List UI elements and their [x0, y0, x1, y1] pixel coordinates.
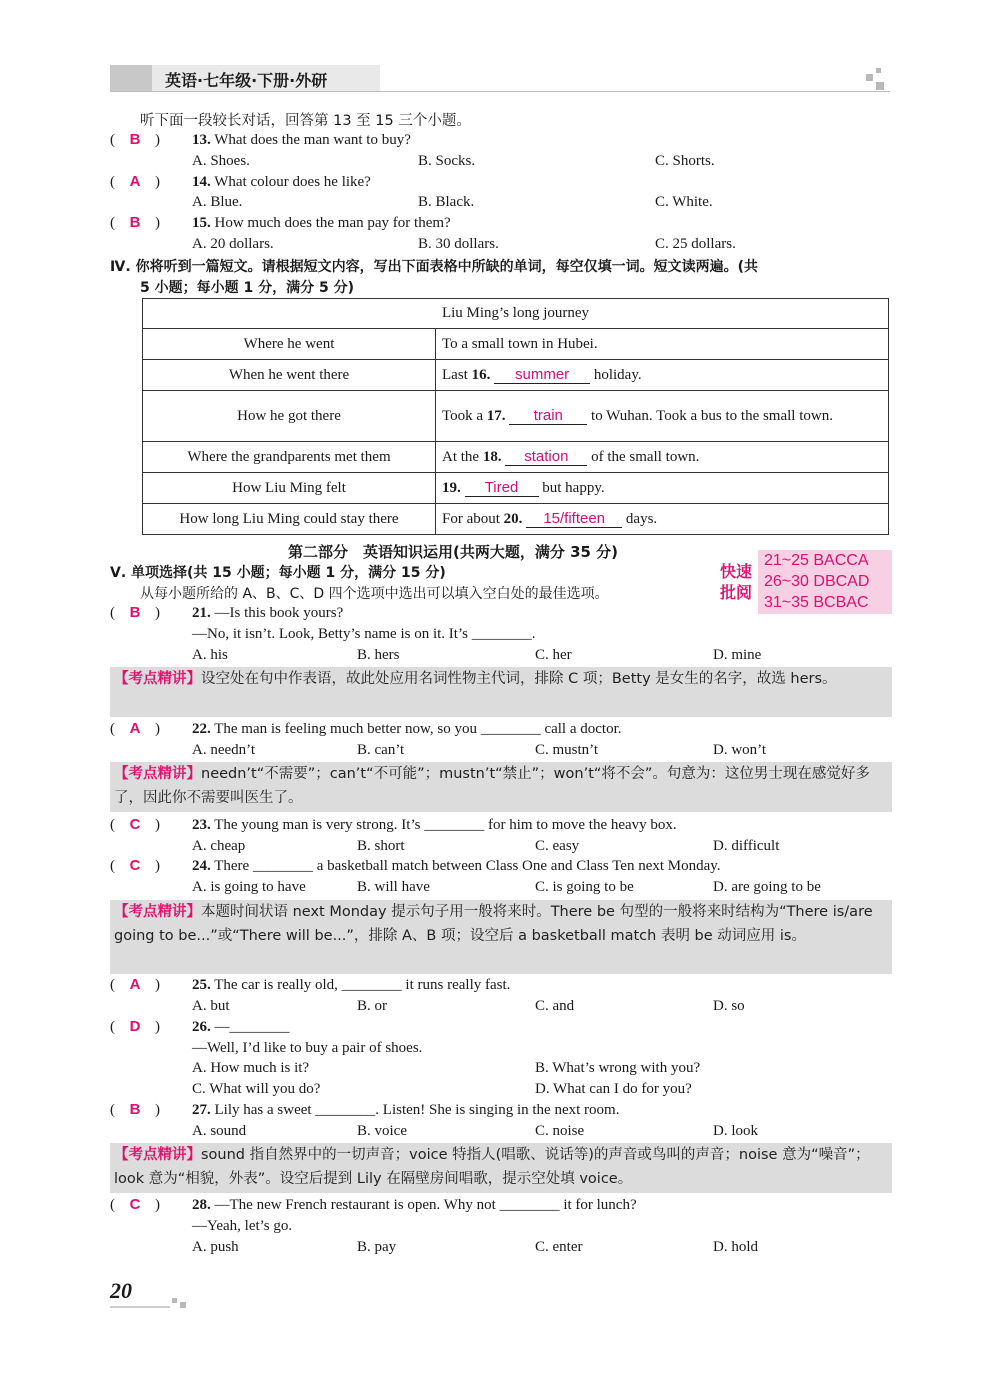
question-21: ( B ) 21. —Is this book yours?: [110, 604, 344, 621]
question-26: ( D ) 26. —________: [110, 1018, 290, 1035]
decor-square: [876, 68, 881, 73]
option: A. How much is it?: [192, 1060, 310, 1076]
option: C. easy: [535, 838, 580, 854]
answer-13: B: [129, 131, 141, 148]
question-25: ( A ) 25. The car is really old, ________ it runs really fast.: [110, 976, 511, 993]
option: B. pay: [357, 1239, 397, 1255]
explanation-27: 【考点精讲】sound 指自然界中的一切声音；voice 特指人(唱歌、说话等)的声音或鸟叫的声音；noise 意为“噪音”；look 意为“相貌，外表”。设空后提到 Lily 在隔壁房间唱歌，提示空处填 voice。: [110, 1143, 892, 1193]
quick-answer-panel: [716, 550, 892, 614]
question-23: ( C ) 23. The young man is very strong. It’s ________ for him to move the heavy box.: [110, 816, 677, 833]
question-24: ( C ) 24. There ________ a basketball match between Class One and Class Ten next Monday.: [110, 857, 721, 874]
section4-instruction: Ⅳ. 你将听到一篇短文。请根据短文内容，写出下面表格中所缺的单词，每空仅填一词。短文读两遍。(共: [110, 259, 758, 275]
option: B. voice: [357, 1123, 407, 1139]
option: B. What’s wrong with you?: [535, 1060, 701, 1076]
section5-title: Ⅴ. 单项选择(共 15 小题；每小题 1 分，满分 15 分): [110, 565, 446, 581]
explanation-21: 【考点精讲】设空处在句中作表语，故此处应用名词性物主代词，排除 C 项；Betty 是女生的名字，故选 hers。: [110, 667, 892, 717]
option: A. but: [192, 998, 230, 1014]
part2-title: 第二部分 英语知识运用(共两大题，满分 35 分): [288, 543, 619, 561]
option: A. is going to have: [192, 879, 306, 895]
option: D. What can I do for you?: [535, 1081, 692, 1097]
option: C. and: [535, 998, 575, 1014]
header-title: 英语·七年级·下册·外研: [165, 71, 328, 90]
option: C. enter: [535, 1239, 583, 1255]
option: D. won’t: [713, 742, 767, 758]
option: B. short: [357, 838, 405, 854]
option: D. so: [713, 998, 745, 1014]
option: D. mine: [713, 647, 762, 663]
option: D. difficult: [713, 838, 780, 854]
option: C. noise: [535, 1123, 585, 1139]
table-row: How long Liu Ming could stay there For about 20. 15/fifteen days.: [143, 504, 889, 535]
table-title: Liu Ming’s long journey: [143, 299, 889, 329]
table-row: When he went there Last 16. summer holiday.: [143, 360, 889, 391]
table-row: How Liu Ming felt 19. Tired but happy.: [143, 473, 889, 504]
option: C. What will you do?: [192, 1081, 321, 1097]
section5-instruction: 从每小题所给的 A、B、C、D 四个选项中选出可以填入空白处的最佳选项。: [140, 586, 609, 602]
option: C. mustn’t: [535, 742, 599, 758]
option: C. her: [535, 647, 572, 663]
option: A. 20 dollars.: [192, 236, 274, 252]
option: B. or: [357, 998, 387, 1014]
answer-16: summer: [494, 367, 590, 384]
answer-18: station: [505, 449, 587, 466]
question-line: —Well, I’d like to buy a pair of shoes.: [192, 1040, 423, 1056]
question-22: ( A ) 22. The man is feeling much better now, so you ________ call a doctor.: [110, 720, 622, 737]
question-line: —Yeah, let’s go.: [192, 1218, 293, 1234]
option: C. White.: [655, 194, 713, 210]
option: D. hold: [713, 1239, 758, 1255]
option: D. are going to be: [713, 879, 821, 895]
listening-intro: 听下面一段较长对话，回答第 13 至 15 三个小题。: [140, 113, 471, 129]
explanation-22: 【考点精讲】needn’t“不需要”；can’t“不可能”；mustn’t“禁止”；won’t“将不会”。句意为：这位男士现在感觉好多了，因此你不需要叫医生了。: [110, 762, 892, 812]
option: D. look: [713, 1123, 758, 1139]
option: C. Shorts.: [655, 153, 715, 169]
question-line: —No, it isn’t. Look, Betty’s name is on it. It’s ________.: [192, 626, 536, 642]
journey-table: [142, 298, 889, 535]
option: A. needn’t: [192, 742, 256, 758]
quick-answer-box: 21~25 BACCA 26~30 DBCAD 31~35 BCBAC: [758, 550, 892, 614]
explanation-24: 【考点精讲】本题时间状语 next Monday 提示句子用一般将来时。There be 句型的一般将来时结构为“There is/are going to be...”或“There will be...”，排除 A、B 项；设空后 a basketball match 表明 be 动词应用 is。: [110, 900, 892, 974]
answer-17: train: [509, 408, 587, 425]
page-number: 20: [110, 1278, 132, 1303]
option: B. can’t: [357, 742, 405, 758]
table-row: How he got there Took a 17. train to Wuhan. Took a bus to the small town.: [143, 391, 889, 442]
option: A. sound: [192, 1123, 247, 1139]
option: B. 30 dollars.: [418, 236, 499, 252]
header-rule: [110, 91, 890, 92]
decor-square: [172, 1298, 177, 1303]
table-row: Where he went To a small town in Hubei.: [143, 329, 889, 360]
question-28: ( C ) 28. —The new French restaurant is open. Why not ________ it for lunch?: [110, 1196, 637, 1213]
option: B. Black.: [418, 194, 475, 210]
answer-20: 15/fifteen: [526, 511, 622, 528]
question-15: ( B ) 15. How much does the man pay for them?: [110, 214, 451, 231]
question-13: ( B ) 13. What does the man want to buy?: [110, 131, 411, 148]
option: C. 25 dollars.: [655, 236, 736, 252]
question-14: ( A ) 14. What colour does he like?: [110, 173, 371, 190]
answer-19: Tired: [465, 480, 539, 497]
option: A. his: [192, 647, 228, 663]
section4-instruction-2: 5 小题；每小题 1 分，满分 5 分): [140, 280, 354, 296]
option: A. Shoes.: [192, 153, 250, 169]
option: B. hers: [357, 647, 400, 663]
answer-14: A: [129, 173, 141, 190]
answer-15: B: [129, 214, 141, 231]
option: A. Blue.: [192, 194, 243, 210]
decor-square: [876, 82, 884, 90]
option: C. is going to be: [535, 879, 634, 895]
table-row: Where the grandparents met them At the 18. station of the small town.: [143, 442, 889, 473]
option: B. will have: [357, 879, 430, 895]
decor-square: [180, 1302, 186, 1308]
decor-square: [866, 74, 873, 81]
quick-answer-label: 快速 批阅: [719, 562, 752, 602]
page-number-rule: [110, 1306, 170, 1308]
option: B. Socks.: [418, 153, 476, 169]
option: A. cheap: [192, 838, 246, 854]
question-27: ( B ) 27. Lily has a sweet ________. Listen! She is singing in the next room.: [110, 1101, 620, 1118]
option: A. push: [192, 1239, 239, 1255]
